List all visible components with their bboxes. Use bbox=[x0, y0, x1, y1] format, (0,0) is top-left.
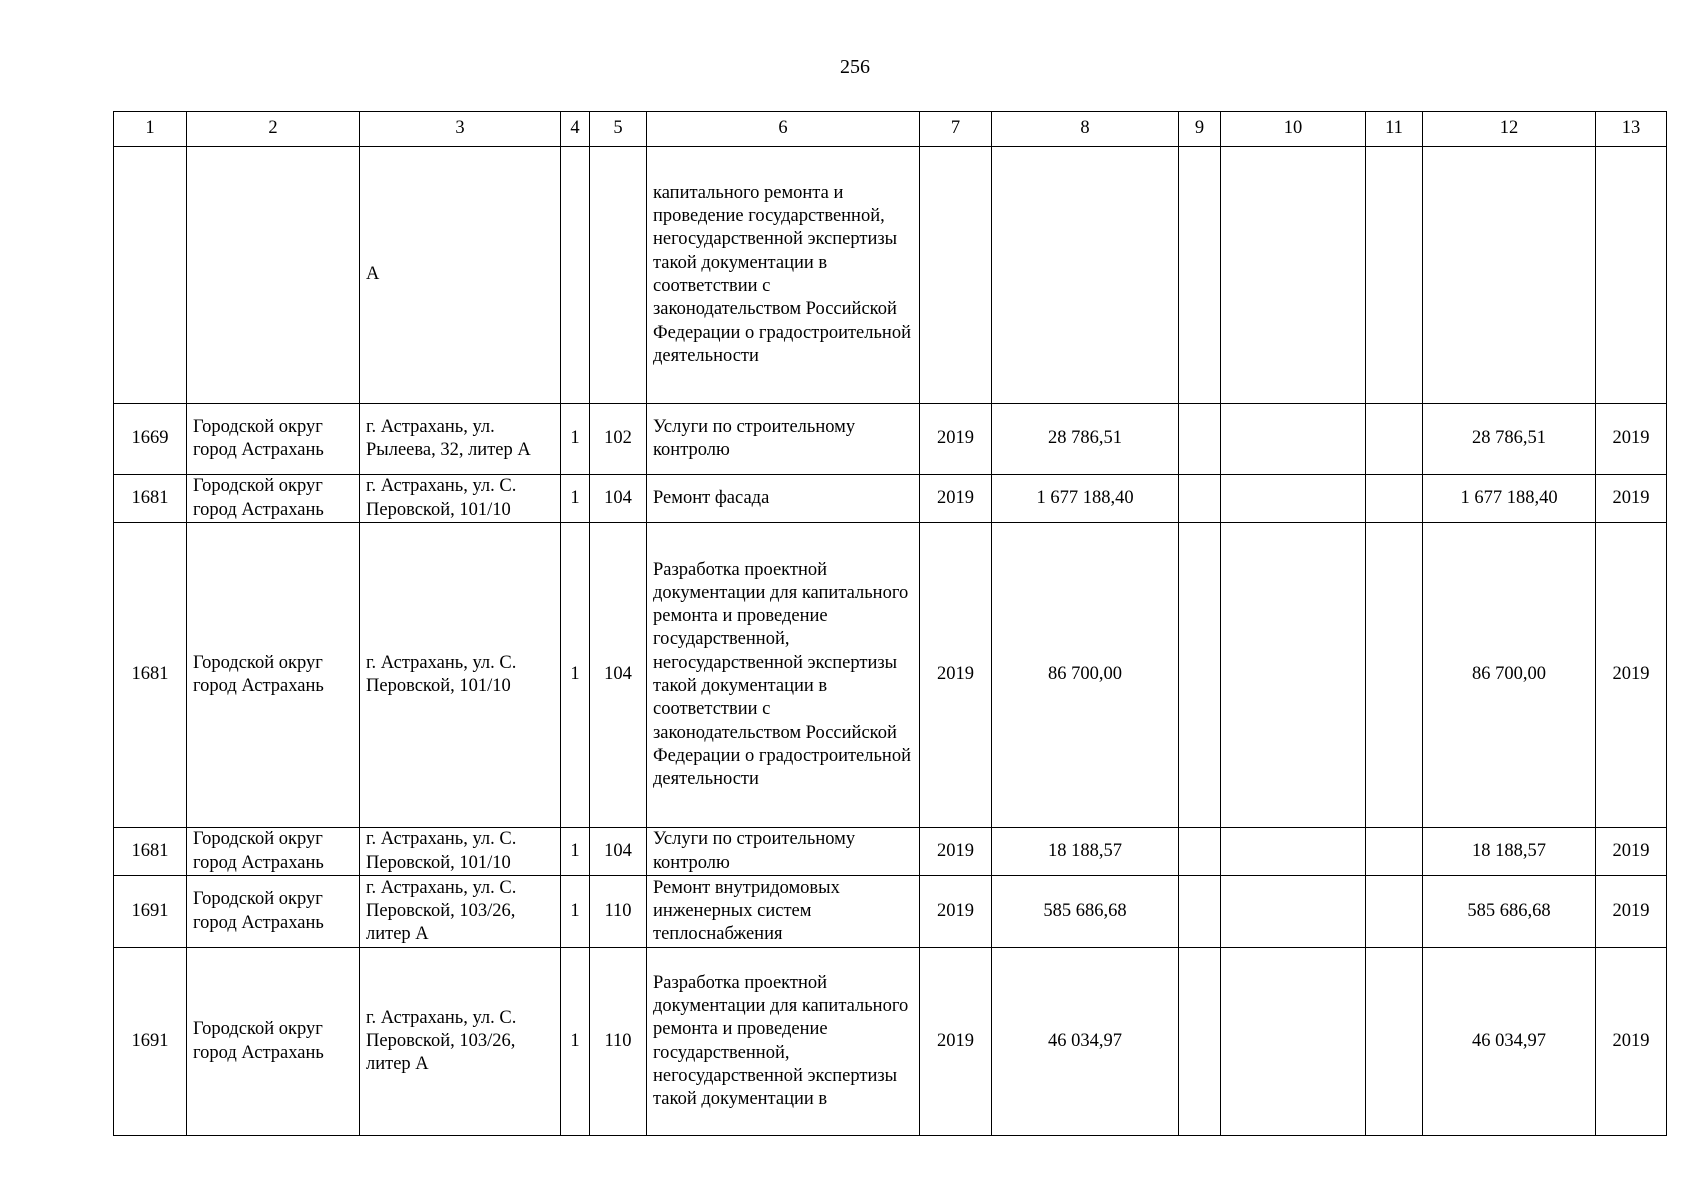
header-cell: 9 bbox=[1179, 112, 1221, 147]
col4-cell: 1 bbox=[561, 876, 590, 948]
col10-cell bbox=[1221, 828, 1366, 876]
table-row bbox=[114, 948, 1667, 1136]
year-cell: 2019 bbox=[920, 876, 992, 948]
municipality-cell: Городской округ город Астрахань bbox=[187, 404, 360, 475]
col5-cell: 102 bbox=[590, 404, 647, 475]
description-cell: Услуги по строительному контролю bbox=[647, 828, 920, 876]
municipality-cell: Городской округ город Астрахань bbox=[187, 828, 360, 876]
col10-cell bbox=[1221, 876, 1366, 948]
header-cell: 7 bbox=[920, 112, 992, 147]
address-cell: г. Астрахань, ул. С. Перовской, 101/10 bbox=[360, 475, 561, 523]
cell bbox=[561, 147, 590, 404]
year-cell: 2019 bbox=[920, 475, 992, 523]
col11-cell bbox=[1366, 876, 1423, 948]
municipality-cell: Городской округ город Астрахань bbox=[187, 475, 360, 523]
col10-cell bbox=[1221, 475, 1366, 523]
col12-cell: 86 700,00 bbox=[1423, 523, 1596, 828]
cell bbox=[114, 147, 187, 404]
row-number-cell: 1681 bbox=[114, 828, 187, 876]
header-cell: 8 bbox=[992, 112, 1179, 147]
header-cell: 5 bbox=[590, 112, 647, 147]
cell bbox=[187, 147, 360, 404]
year-cell: 2019 bbox=[920, 404, 992, 475]
table-row bbox=[114, 876, 1667, 948]
municipality-cell: Городской округ город Астрахань bbox=[187, 948, 360, 1136]
description-cell: Услуги по строительному контролю bbox=[647, 404, 920, 475]
col5-cell: 110 bbox=[590, 876, 647, 948]
cost-cell: 1 677 188,40 bbox=[992, 475, 1179, 523]
table-row bbox=[114, 828, 1667, 876]
table-row bbox=[114, 404, 1667, 475]
col9-cell bbox=[1179, 404, 1221, 475]
row-number-cell: 1681 bbox=[114, 523, 187, 828]
col5-cell: 104 bbox=[590, 475, 647, 523]
address-cell: г. Астрахань, ул. Рылеева, 32, литер А bbox=[360, 404, 561, 475]
col9-cell bbox=[1179, 948, 1221, 1136]
col4-cell: 1 bbox=[561, 404, 590, 475]
col13-cell: 2019 bbox=[1596, 404, 1667, 475]
col5-cell: 104 bbox=[590, 828, 647, 876]
description-cell: капитального ремонта и проведение государственной, негосударственной экспертизы такой документации в соответствии с законодательством Российской Федерации о градостроительной деятельности bbox=[647, 147, 920, 404]
cell bbox=[920, 147, 992, 404]
col12-cell: 18 188,57 bbox=[1423, 828, 1596, 876]
cell bbox=[590, 147, 647, 404]
col10-cell bbox=[1221, 523, 1366, 828]
col9-cell bbox=[1179, 828, 1221, 876]
cost-cell: 86 700,00 bbox=[992, 523, 1179, 828]
header-cell: 11 bbox=[1366, 112, 1423, 147]
col13-cell: 2019 bbox=[1596, 948, 1667, 1136]
header-cell: 1 bbox=[114, 112, 187, 147]
col9-cell bbox=[1179, 523, 1221, 828]
col5-cell: 110 bbox=[590, 948, 647, 1136]
col11-cell bbox=[1366, 523, 1423, 828]
col9-cell bbox=[1179, 876, 1221, 948]
header-cell: 3 bbox=[360, 112, 561, 147]
table-row bbox=[114, 523, 1667, 828]
col12-cell: 1 677 188,40 bbox=[1423, 475, 1596, 523]
col10-cell bbox=[1221, 404, 1366, 475]
year-cell: 2019 bbox=[920, 948, 992, 1136]
col11-cell bbox=[1366, 475, 1423, 523]
col4-cell: 1 bbox=[561, 948, 590, 1136]
row-number-cell: 1691 bbox=[114, 948, 187, 1136]
address-cell: г. Астрахань, ул. С. Перовской, 101/10 bbox=[360, 523, 561, 828]
header-cell: 6 bbox=[647, 112, 920, 147]
header-cell: 4 bbox=[561, 112, 590, 147]
col12-cell: 46 034,97 bbox=[1423, 948, 1596, 1136]
col5-cell: 104 bbox=[590, 523, 647, 828]
description-cell: Разработка проектной документации для капитального ремонта и проведение государственной, негосударственной экспертизы такой документации в соответствии с законодательством Российской Федерации о градостроительной деятельности bbox=[647, 523, 920, 828]
cost-cell: 46 034,97 bbox=[992, 948, 1179, 1136]
header-row bbox=[114, 112, 1667, 147]
cell bbox=[1221, 147, 1366, 404]
cell bbox=[992, 147, 1179, 404]
cell bbox=[1179, 147, 1221, 404]
description-cell: Разработка проектной документации для капитального ремонта и проведение государственной, негосударственной экспертизы такой документации в bbox=[647, 948, 920, 1136]
col12-cell: 585 686,68 bbox=[1423, 876, 1596, 948]
cell bbox=[1423, 147, 1596, 404]
header-cell: 12 bbox=[1423, 112, 1596, 147]
table-row bbox=[114, 475, 1667, 523]
description-cell: Ремонт фасада bbox=[647, 475, 920, 523]
col4-cell: 1 bbox=[561, 523, 590, 828]
municipality-cell: Городской округ город Астрахань bbox=[187, 876, 360, 948]
col9-cell bbox=[1179, 475, 1221, 523]
header-cell: 13 bbox=[1596, 112, 1667, 147]
address-cell: г. Астрахань, ул. С. Перовской, 103/26, литер А bbox=[360, 876, 561, 948]
year-cell: 2019 bbox=[920, 523, 992, 828]
col4-cell: 1 bbox=[561, 828, 590, 876]
year-cell: 2019 bbox=[920, 828, 992, 876]
col10-cell bbox=[1221, 948, 1366, 1136]
address-cell: г. Астрахань, ул. С. Перовской, 103/26, литер А bbox=[360, 948, 561, 1136]
page-number: 256 bbox=[840, 56, 870, 78]
cell bbox=[1596, 147, 1667, 404]
col13-cell: 2019 bbox=[1596, 828, 1667, 876]
cost-cell: 18 188,57 bbox=[992, 828, 1179, 876]
cost-cell: 28 786,51 bbox=[992, 404, 1179, 475]
col11-cell bbox=[1366, 948, 1423, 1136]
row-number-cell: 1681 bbox=[114, 475, 187, 523]
row-number-cell: 1691 bbox=[114, 876, 187, 948]
description-cell: Ремонт внутридомовых инженерных систем теплоснабжения bbox=[647, 876, 920, 948]
continuation-row bbox=[114, 147, 1667, 404]
header-cell: 2 bbox=[187, 112, 360, 147]
col4-cell: 1 bbox=[561, 475, 590, 523]
data-table bbox=[113, 111, 1667, 1136]
cell bbox=[1366, 147, 1423, 404]
header-cell: 10 bbox=[1221, 112, 1366, 147]
address-cell: г. Астрахань, ул. С. Перовской, 101/10 bbox=[360, 828, 561, 876]
col13-cell: 2019 bbox=[1596, 523, 1667, 828]
col13-cell: 2019 bbox=[1596, 475, 1667, 523]
col11-cell bbox=[1366, 404, 1423, 475]
address-cell: А bbox=[360, 147, 561, 404]
col11-cell bbox=[1366, 828, 1423, 876]
municipality-cell: Городской округ город Астрахань bbox=[187, 523, 360, 828]
row-number-cell: 1669 bbox=[114, 404, 187, 475]
col12-cell: 28 786,51 bbox=[1423, 404, 1596, 475]
cost-cell: 585 686,68 bbox=[992, 876, 1179, 948]
col13-cell: 2019 bbox=[1596, 876, 1667, 948]
